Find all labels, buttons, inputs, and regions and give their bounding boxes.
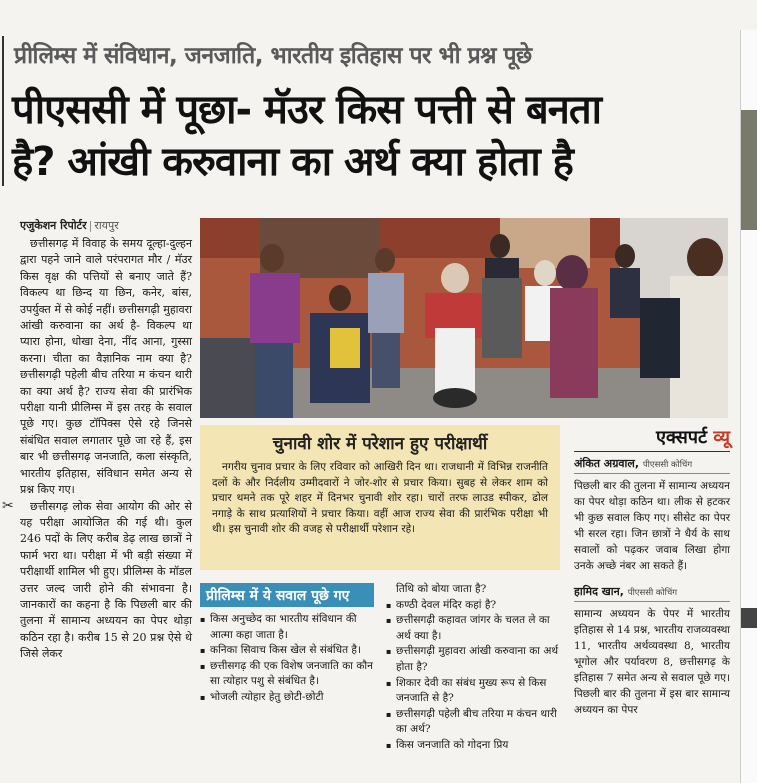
expert-name-2 xyxy=(574,584,730,602)
expert-view-title xyxy=(574,425,730,452)
question-item: ▪ छत्तीसगढ़ की एक विशेष जनजाति का कौन सा त्योहार पशु से संबंधित है। xyxy=(200,659,376,690)
expert-title-word: एक्सपर्ट xyxy=(655,427,708,448)
question-item: ▪ कनिका सिवाच किस खेल से संबंधित है। xyxy=(200,643,376,659)
kicker-headline: प्रीलिम्स में संविधान, जनजाति, भारतीय इतिहास पर भी प्रश्न पूछे xyxy=(14,43,532,69)
question-item: ▪ किस अनुच्छेद का भारतीय संविधान की आत्मा कहा जाता है। xyxy=(200,612,376,643)
body-paragraph-2: छत्तीसगढ़ लोक सेवा आयोग की ओर से यह परीक्षा आयोजित की गई थी। कुल 246 पदों के लिए करीब डेढ़ लाख छात्रों ने फार्म भरा था। परीक्षा में भी बड़ी संख्या में परीक्षार्थी शामिल भी हुए। प्रीलिम्स के मॉडल उत्तर जल्द जारी होने की संभावना है। जानकारों का कहना है कि पिछली बार की तुलना में सामान्य अध्ययन का पेपर थोड़ा कठिन रहा है। करीब 15 से 20 प्रश्न ऐसे थे जिसे लेकर xyxy=(20,499,192,661)
byline xyxy=(20,218,119,233)
byline-reporter: एजुकेशन रिपोर्टर xyxy=(20,219,87,232)
expert-name-2-text: हामिद खान, xyxy=(574,585,624,598)
question-item: ▪ कण्ठी देवल मंदिर कहां है? xyxy=(386,598,562,614)
sidebar-news-box xyxy=(200,425,560,570)
scissors-icon: ✂ xyxy=(2,498,14,514)
expert-name-1-text: अंकित अग्रवाल, xyxy=(574,457,640,470)
question-item: ▪ शिकार देवी का संबंध मुख्य रूप से किस जनजाति से है? xyxy=(386,676,562,707)
expert-title-accent: व्यू xyxy=(713,427,730,448)
questions-column-2 xyxy=(386,582,562,754)
expert-role-1: पीएससी कोचिंग xyxy=(642,460,693,470)
expert-quote-2: सामान्य अध्ययन के पेपर में भारतीय इतिहास से 14 प्रश्न, भारतीय राजव्यवस्था 11, भारतीय अर्थव्यवस्था 8, भारतीय भूगोल और पर्यावरण 8, छत्तीसगढ़ के इतिहास 7 समेत अन्य से सवाल पूछे गए। पिछली बार की तुलना में इस बार सामान्य अध्ययन का पेपर xyxy=(574,608,730,716)
question-continuation: तिथि को बोया जाता है? xyxy=(396,583,487,595)
adjacent-photo-edge xyxy=(741,110,757,230)
question-item: ▪ भोजली त्योहार हेतु छोटी-छोटी xyxy=(200,690,376,706)
expert-quote-1: पिछली बार की तुलना में सामान्य अध्ययन का पेपर थोड़ा कठिन था। लीक से हटकर भी कुछ सवाल किए गए। सीसेट का पेपर भी सरल रहा। जिन छात्रों ने धैर्य के साथ सवालों को पढ़कर जवाब लिखा होगा उनके अच्छे नंबर आ सकते हैं। xyxy=(574,480,730,572)
adjacent-column-edge xyxy=(740,30,757,783)
question-item: ▪ छत्तीसगढ़ी मुहावरा आंखी करुवाना का अर्थ होता है? xyxy=(386,644,562,675)
expert-role-2: पीएससी कोचिंग xyxy=(627,588,678,598)
questions-banner: प्रीलिम्स में ये सवाल पूछे गए xyxy=(200,583,374,607)
adjacent-banner-edge xyxy=(741,608,757,628)
question-item: ▪ छत्तीसगढ़ी कहावत जांगर के चलत ले का अर्थ क्या है। xyxy=(386,613,562,644)
body-column-left xyxy=(20,236,192,663)
byline-separator: | xyxy=(88,219,93,232)
news-photo xyxy=(200,218,728,418)
column-rule xyxy=(2,36,4,186)
question-item: ▪ किस जनजाति को गोदना प्रिय xyxy=(386,738,562,754)
box-title: चुनावी शोर में परेशान हुए परीक्षार्थी xyxy=(272,434,488,454)
box-text: नगरीय चुनाव प्रचार के लिए रविवार को आखिरी दिन था। राजधानी में विभिन्न राजनीति दलों के और निर्दलीय उम्मीदवारों ने जोर-शोर से प्रचार किया। सुबह से लेकर शाम को प्रचार थमने तक पूरे शहर में दिनभर चुनावी शोर रहा। चारों तरफ लाउड स्पीकर, ढोल नगाड़े के साथ प्रत्याशियों ने प्रचार किया। वहीं आज राज्य सेवा की प्रारंभिक परीक्षा भी थी। इस चुनावी शोर की वजह से परीक्षार्थी परेशान रहे। xyxy=(212,461,548,535)
questions-column-1 xyxy=(200,612,376,706)
headline-line-2: है? आंखी करुवाना का अर्थ क्या होता है xyxy=(12,139,573,185)
expert-view xyxy=(574,425,730,718)
byline-city: रायपुर xyxy=(94,219,119,232)
expert-name-1 xyxy=(574,456,730,474)
question-item: ▪ छत्तीसगढ़ी पहेली बीच तरिया म कंचन थारी का अर्थ? xyxy=(386,707,562,738)
body-paragraph-1: छत्तीसगढ़ में विवाह के समय दूल्हा-दुल्हन द्वारा पहने जाने वाले परंपरागत मौर / मॅउर किस वृक्ष की पत्तियों से बनाए जाते हैं? विकल्प था छिन्द या छिन, कनेर, बांस, उपर्युक्त में से कोई नहीं। छत्तीसगढ़ी मुहावरा आंखी करुवाना का अर्थ है- विकल्प था प्यारा होना, धोखा देना, नींद आना, गुस्सा करना। चीता का वैज्ञानिक नाम क्या है? छत्तीसगढ़ी पहेली बीच तरिया म कंचन थारी का क्या अर्थ है? राज्य सेवा की प्रारंभिक परीक्षा यानी प्रीलिम्स में इस तरह के सवाल पूछे गए। कुछ टॉपिक्स ऐसे रहे जिनसे संबंधित सवाल लगातार पूछे जा रहे हैं, इस बार भी छत्तीसगढ़ जनजाति, कला संस्कृति, भारतीय इतिहास, संविधान समेत अन्य से प्रश्न किए गए। xyxy=(20,237,192,497)
main-headline xyxy=(12,84,737,188)
headline-line-1: पीएससी में पूछा- मॅउर किस पत्ती से बनता xyxy=(12,87,602,133)
crowd-photo-illustration xyxy=(200,218,728,418)
